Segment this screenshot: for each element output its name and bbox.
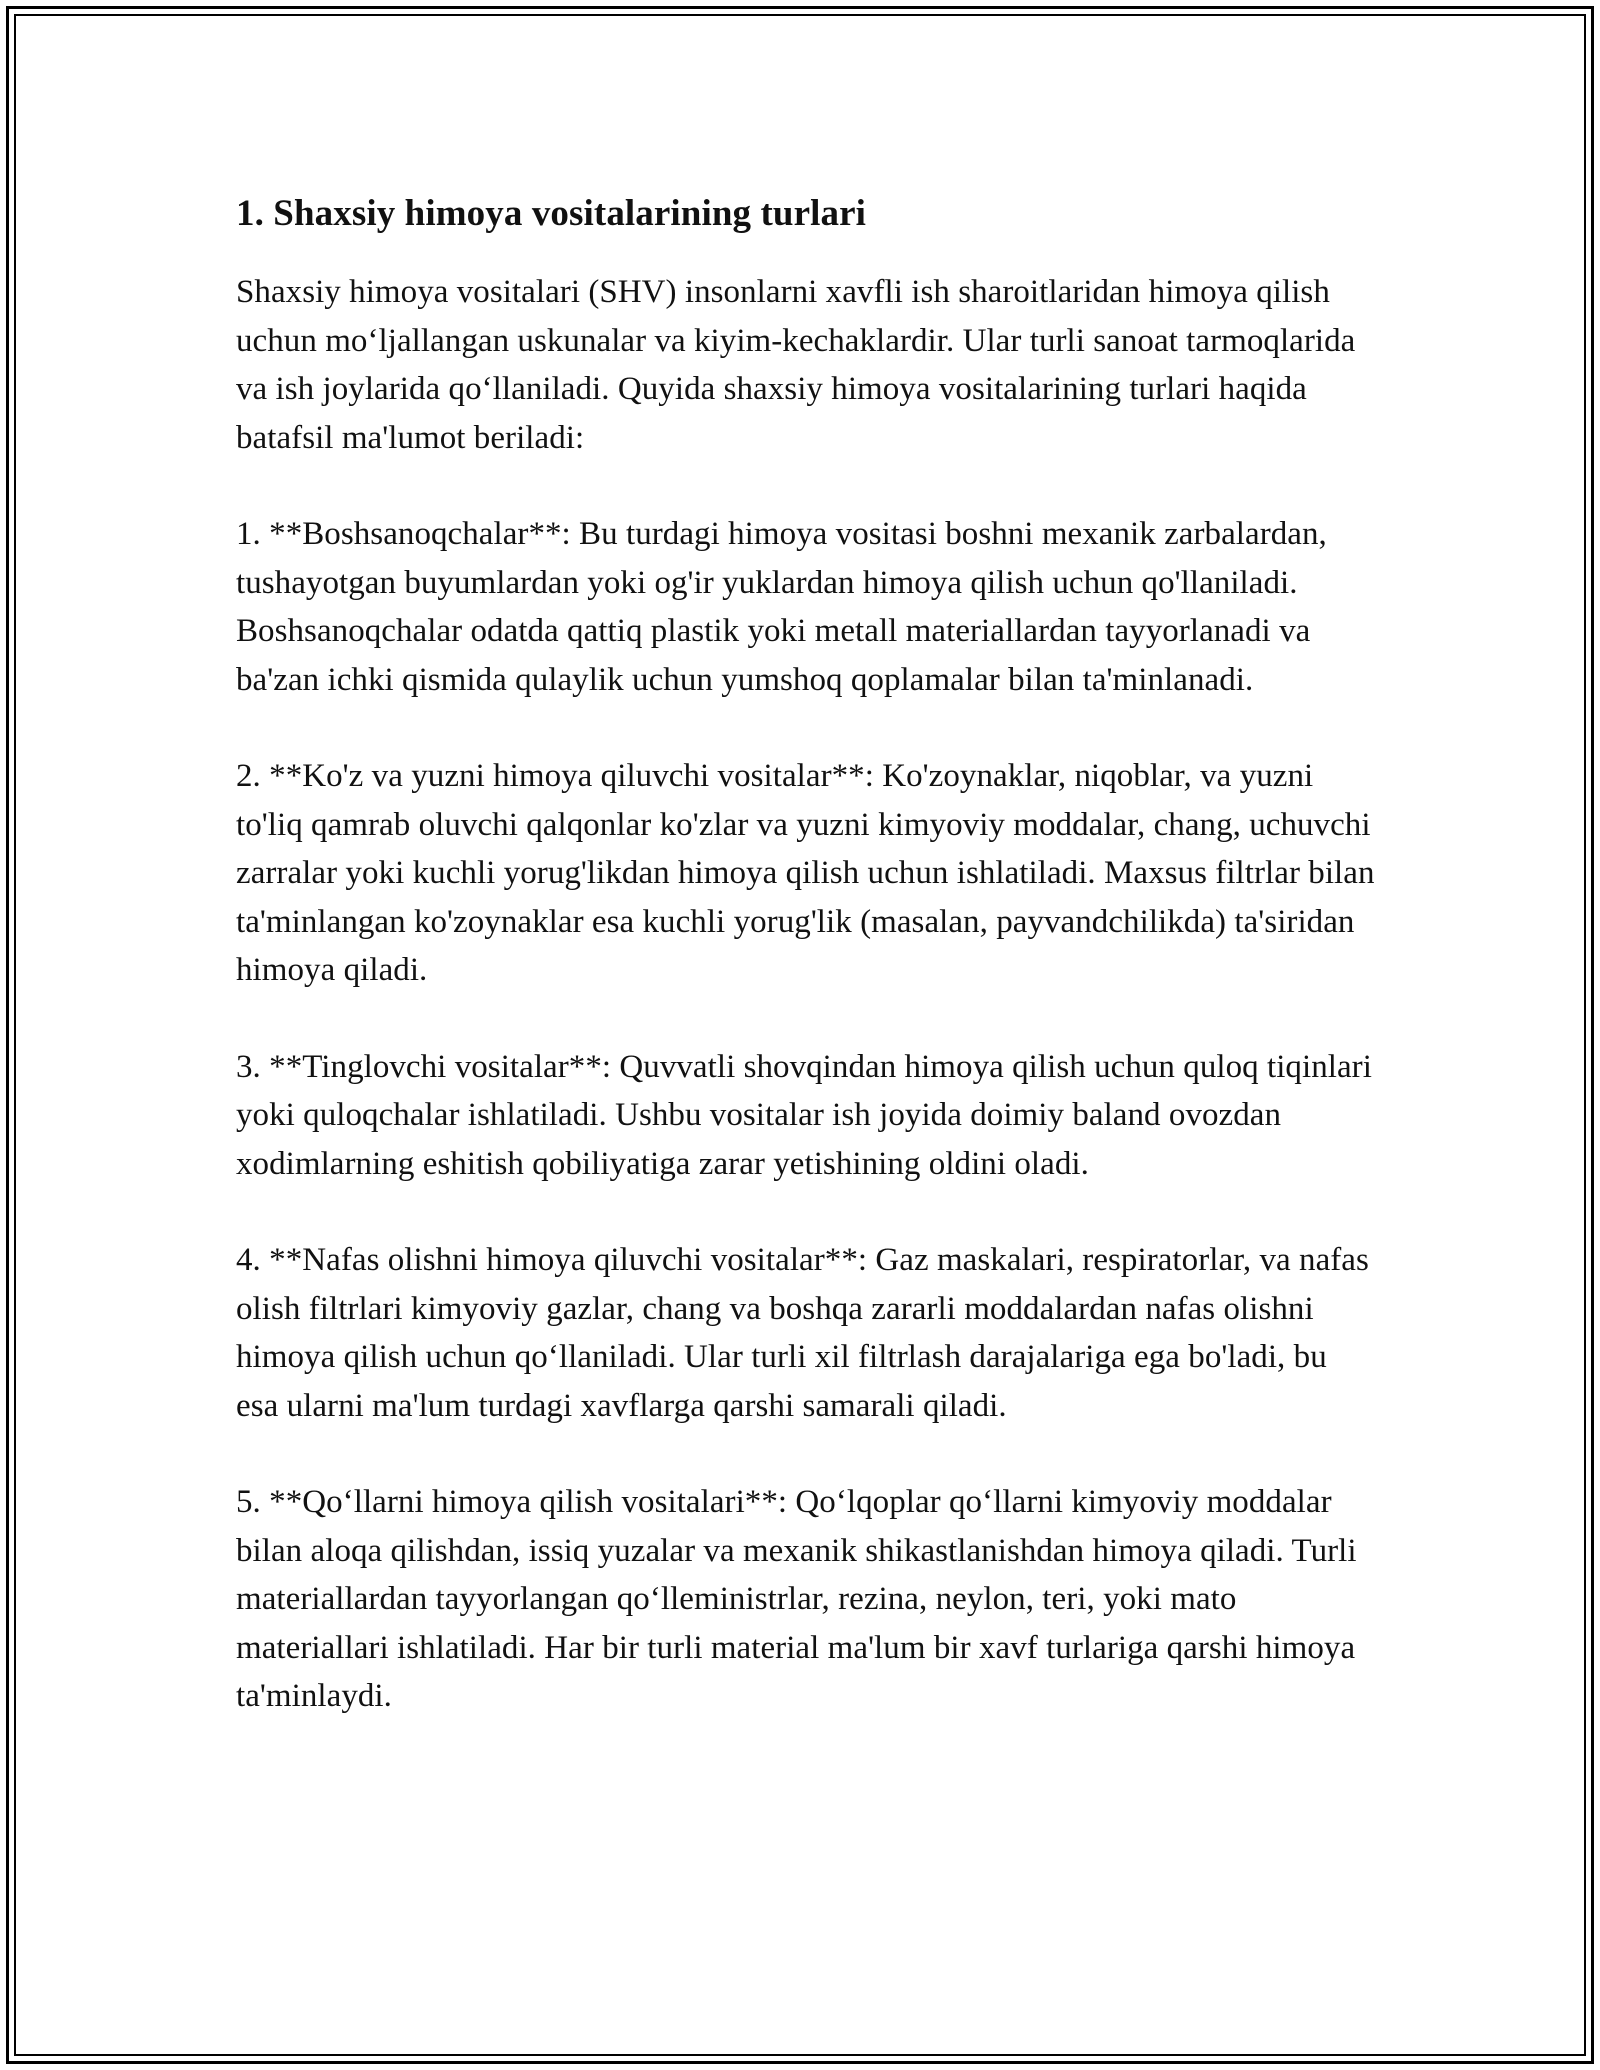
document-body — [236, 188, 1376, 1769]
list-item-head-protection: 1. **Boshsanoqchalar**: Bu turdagi himoya vositasi boshni mexanik zarbalardan, tushayotgan buyumlardan yoki og'ir yuklardan himoya qilish uchun qo'llaniladi. Boshsanoqchalar odatda qattiq plastik yoki metall materiallardan tayyorlanadi va ba'zan ichki qismida qulaylik uchun yumshoq qoplamalar bilan ta'minlanadi. — [236, 516, 1327, 698]
list-item-eye-face-protection: 2. **Ko'z va yuzni himoya qiluvchi vositalar**: Ko'zoynaklar, niqoblar, va yuzni to'liq qamrab oluvchi qalqonlar ko'zlar va yuzni kimyoviy moddalar, chang, uchuvchi zarralar yoki kuchli yorug'likdan himoya qilish uchun ishlatiladi. Maxsus filtrlar bilan ta'minlangan ko'zoynaklar esa kuchli yorug'lik (masalan, payvandchilikda) ta'siridan himoya qiladi. — [236, 758, 1375, 988]
list-item-respiratory-protection: 4. **Nafas olishni himoya qiluvchi vositalar**: Gaz maskalari, respiratorlar, va nafas olish filtrlari kimyoviy gazlar, chang va boshqa zararli moddalardan nafas olishni himoya qilish uchun qo‘llaniladi. Ular turli xil filtrlash darajalariga ega bo'ladi, bu esa ularni ma'lum turdagi xavflarga qarshi samarali qiladi. — [236, 1242, 1369, 1424]
list-item-hand-protection: 5. **Qo‘llarni himoya qilish vositalari**: Qo‘lqoplar qo‘llarni kimyoviy moddalar bilan aloqa qilishdan, issiq yuzalar va mexanik shikastlanishdan himoya qiladi. Turli materiallardan tayyorlangan qo‘lleministrlar, rezina, neylon, teri, yoki mato materiallari ishlatiladi. Har bir turli material ma'lum bir xavf turlariga qarshi himoya ta'minlaydi. — [236, 1484, 1357, 1714]
list-item-hearing-protection: 3. **Tinglovchi vositalar**: Quvvatli shovqindan himoya qilish uchun quloq tiqinlari yoki quloqchalar ishlatiladi. Ushbu vositalar ish joyida doimiy baland ovozdan xodimlarning eshitish qobiliyatiga zarar yetishining oldini oladi. — [236, 1048, 1372, 1182]
document-title: 1. Shaxsiy himoya vositalarining turlari — [236, 193, 866, 234]
intro-paragraph: Shaxsiy himoya vositalari (SHV) insonlarni xavfli ish sharoitlaridan himoya qilish uchun mo‘ljallangan uskunalar va kiyim-kechaklardir. Ular turli sanoat tarmoqlarida va ish joylarida qo‘llaniladi. Quyida shaxsiy himoya vositalarining turlari haqida batafsil ma'lumot beriladi: — [236, 274, 1356, 456]
